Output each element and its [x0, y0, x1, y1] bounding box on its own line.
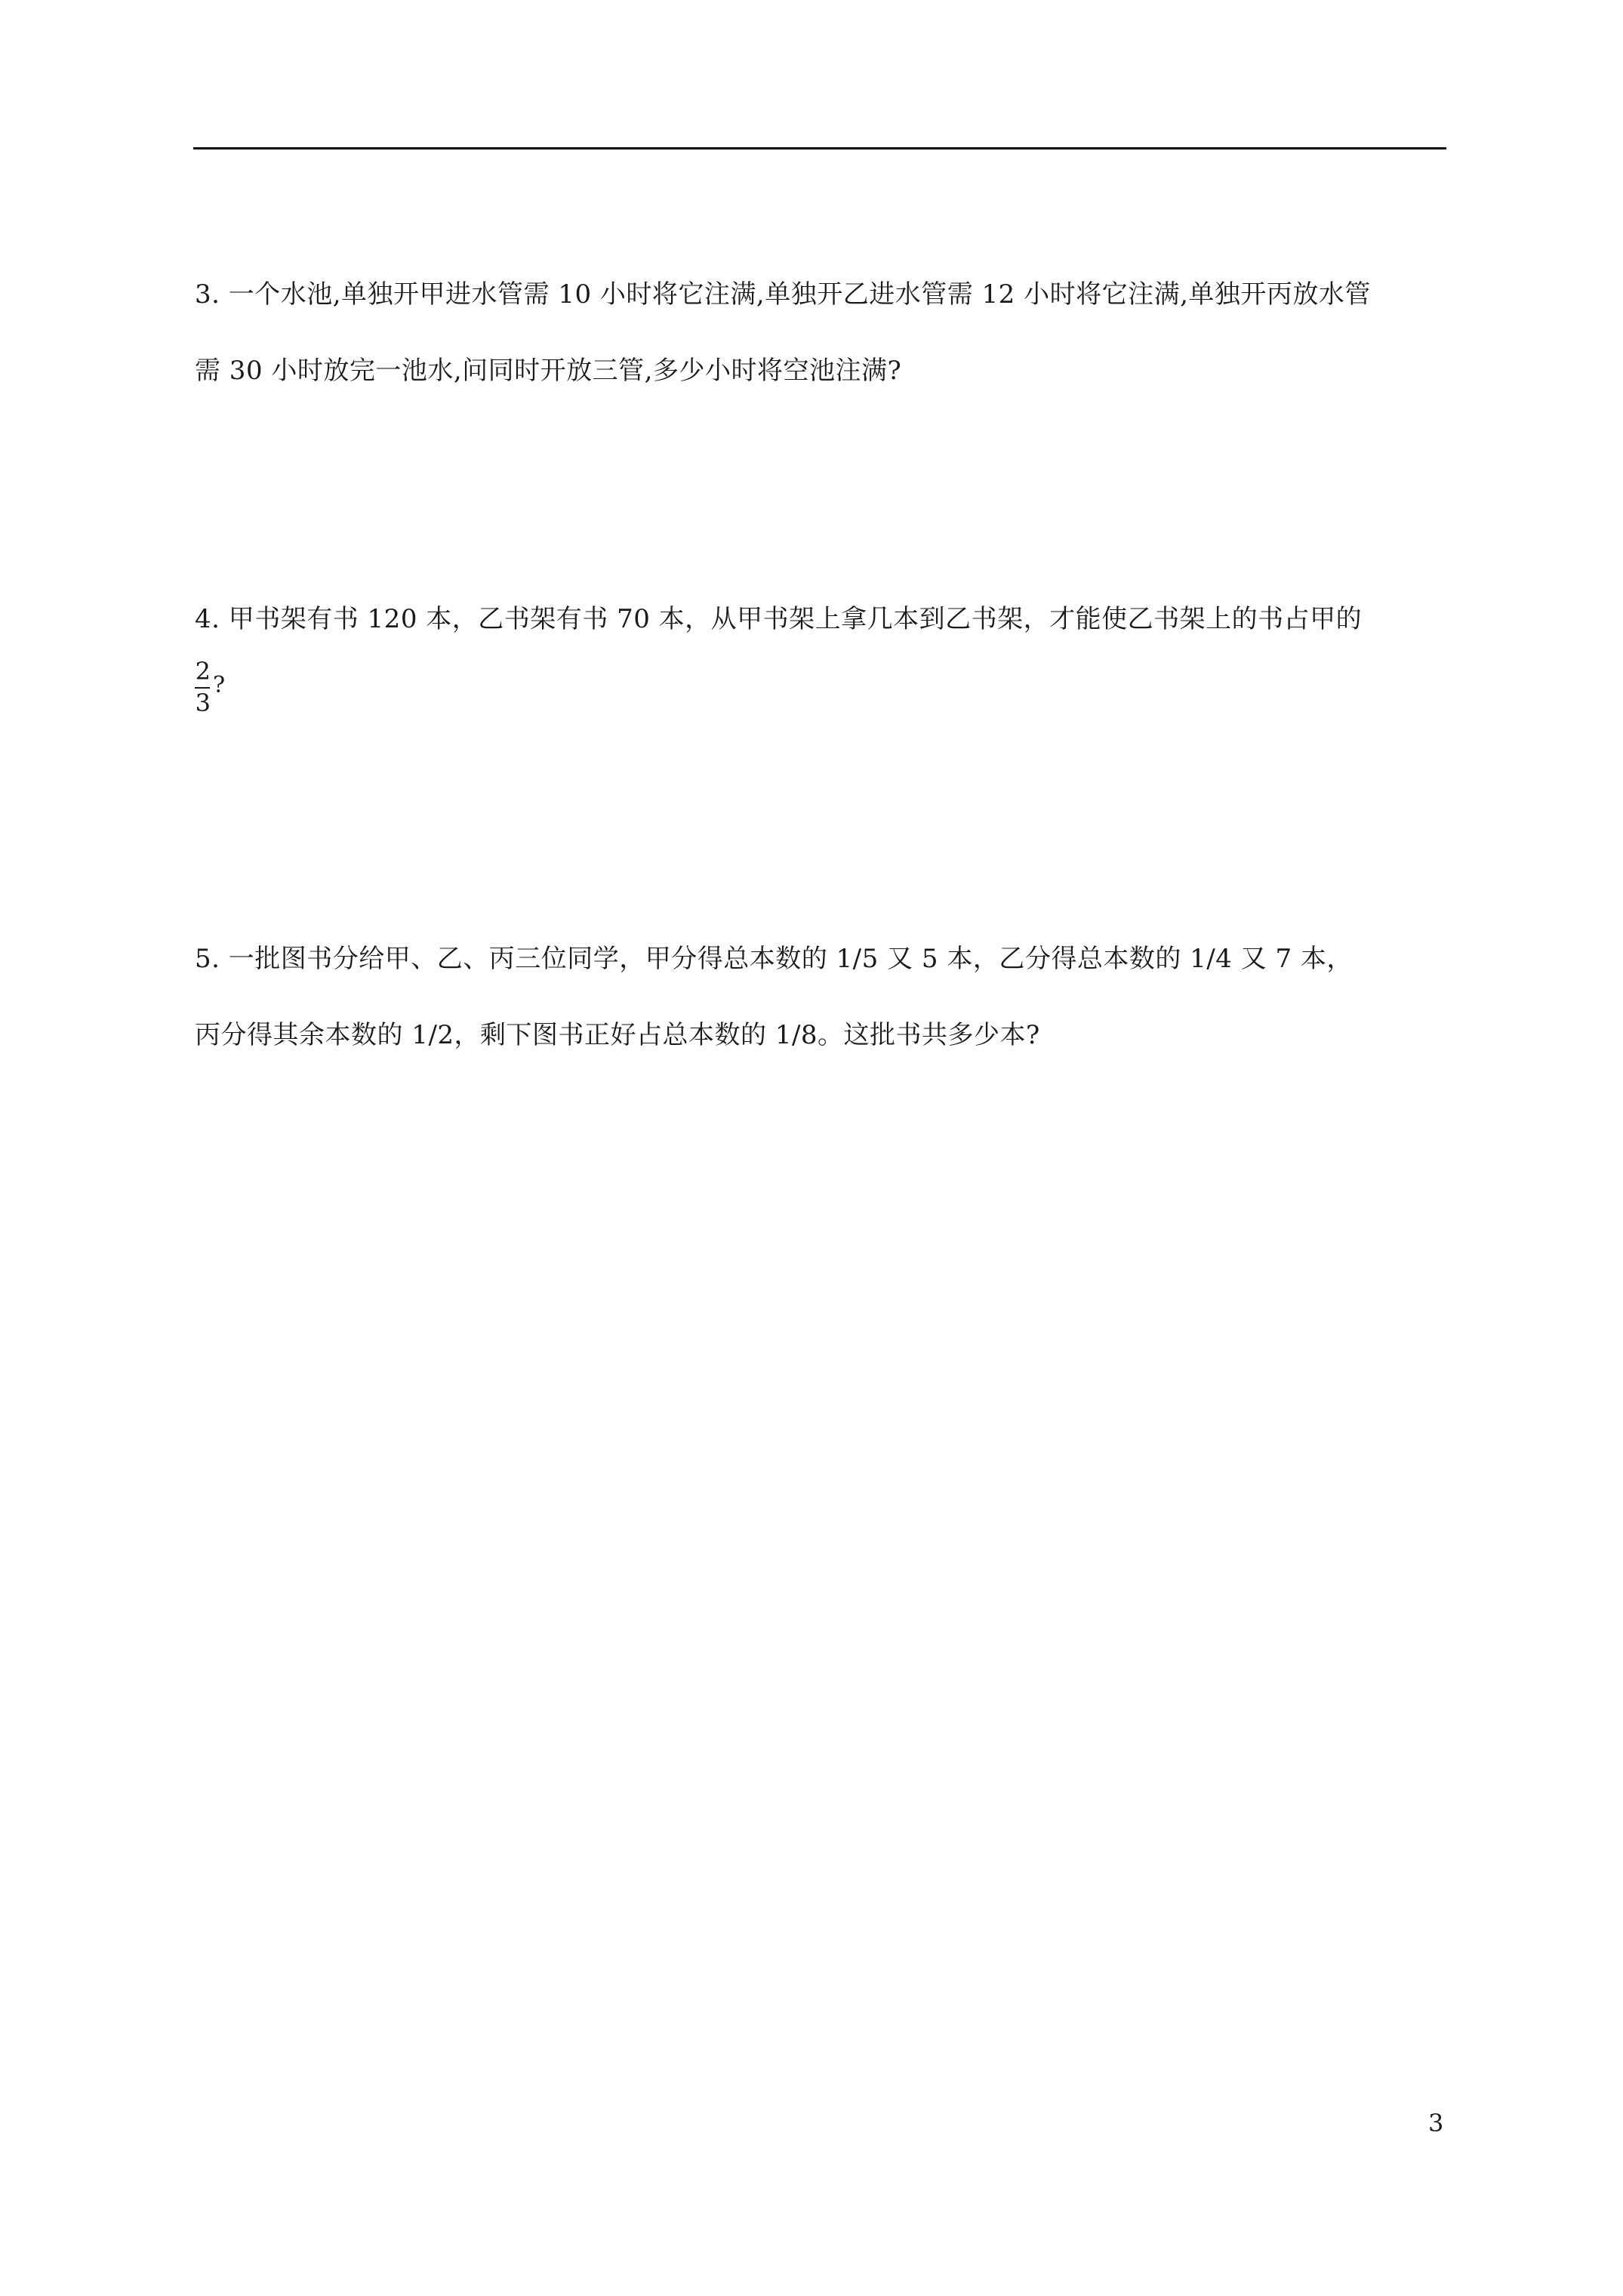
page-number: 3: [1428, 2109, 1444, 2137]
header-rule: [193, 147, 1446, 149]
fraction-suffix: ?: [213, 672, 226, 698]
problem-4-line-1: 4. 甲书架有书 120 本，乙书架有书 70 本，从甲书架上拿几本到乙书架，才能使乙书架上的书占甲的: [195, 604, 1363, 634]
problem-3-line-2: 需 30 小时放完一池水,问同时开放三管,多少小时将空池注满?: [195, 356, 902, 386]
problem-3-line-1: 3. 一个水池,单独开甲进水管需 10 小时将它注满,单独开乙进水管需 12 小时将它注满,单独开丙放水管: [195, 279, 1371, 310]
problem-5-line-2: 丙分得其余本数的 1/2，剩下图书正好占总本数的 1/8。这批书共多少本?: [195, 1020, 1040, 1050]
fraction-numerator: 2: [195, 657, 211, 686]
problem-5-line-1: 5. 一批图书分给甲、乙、丙三位同学，甲分得总本数的 1/5 又 5 本，乙分得总本数的 1/4 又 7 本，: [195, 944, 1353, 974]
fraction-denominator: 3: [195, 689, 211, 717]
